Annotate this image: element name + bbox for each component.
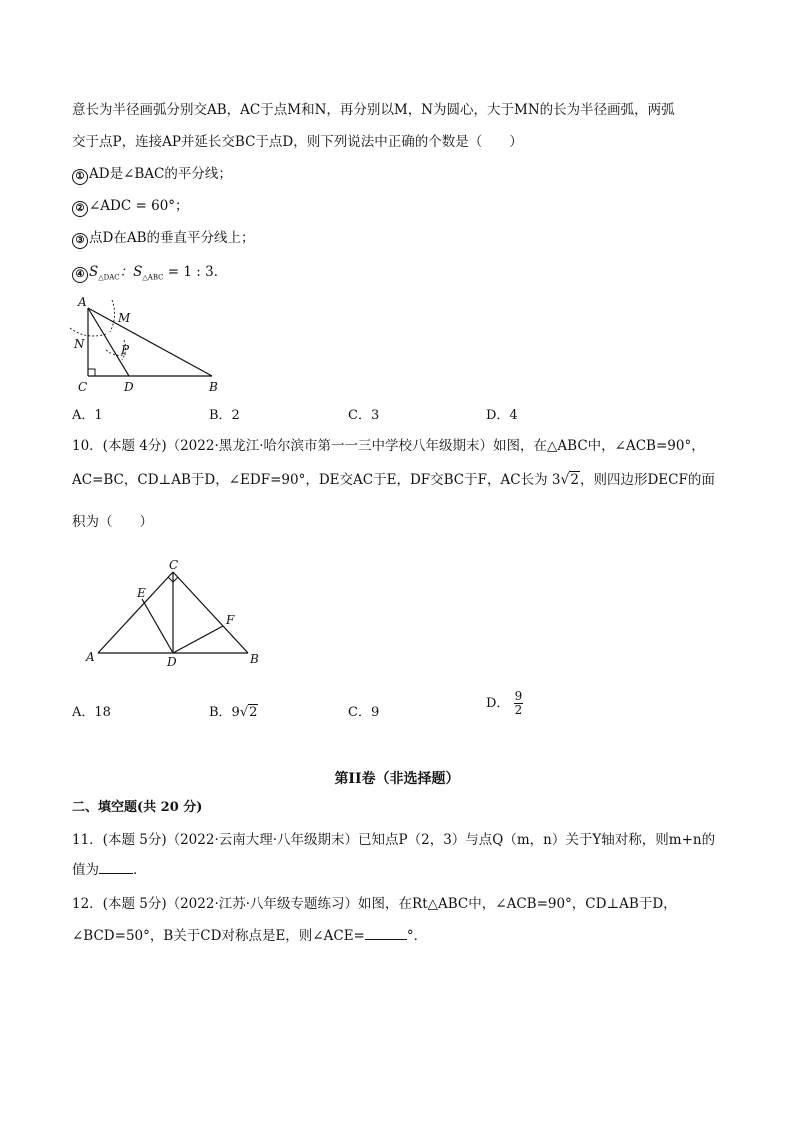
label-b: B [209, 380, 218, 394]
statement-3-text: 点D在AB的垂直平分线上； [89, 230, 255, 246]
label-m: M [118, 311, 131, 325]
statement-2-text: ∠ADC = 60°； [89, 198, 189, 214]
label-c: C [78, 380, 88, 394]
option-b-radicand: 2 [249, 705, 258, 720]
q9-figure [66, 292, 236, 396]
q11-line2-end: ． [133, 862, 147, 878]
fraction-numerator: 9 [514, 689, 523, 703]
label-a: A [86, 650, 95, 664]
label-f: F [226, 613, 235, 627]
label-b: B [250, 652, 259, 666]
area-ratio-text: = 1 : 3． [163, 264, 228, 280]
label-d: D [167, 655, 177, 669]
q9-statement-2 [72, 197, 189, 217]
q10-text-line-3: 积为（ ） [72, 514, 153, 530]
label-d: D [124, 380, 134, 394]
area-symbol-1: S [89, 264, 99, 280]
q9-option-a[interactable]: A．1 [72, 408, 103, 423]
side-bc [173, 572, 248, 653]
label-c: C [169, 558, 179, 572]
q9-statement-3 [72, 229, 255, 249]
segment-de [142, 599, 173, 653]
area-subscript-2: △ABC [142, 273, 164, 282]
q12-answer-blank[interactable] [365, 927, 407, 940]
area-subscript-1: △DAC [98, 273, 120, 282]
q11-text-line-2 [72, 861, 147, 879]
q10-option-d[interactable] [486, 690, 523, 717]
statement-1-text: AD是∠BAC的平分线； [89, 166, 232, 182]
q9-text-line-2: 交于点P，连接AP并延长交BC于点D，则下列说法中正确的个数是（ ） [72, 134, 523, 150]
q10-text-line-2: AC=BC，CD⊥AB于D，∠EDF=90°，DE交AC于E，DF交BC于F，AC长为 3√2，则四边形DECF的面 [72, 472, 715, 488]
q12-text-line-1: 12．(本题 5分)（2022·江苏·八年级专题练习）如图，在Rt△ABC中，∠ACB=90°，CD⊥AB于D， [72, 896, 677, 912]
label-p: P [121, 343, 130, 357]
section-title: 第II卷（非选择题） [334, 771, 460, 787]
circled-number-3: ③ [72, 233, 88, 249]
label-e: E [137, 586, 146, 600]
q9-option-b[interactable]: B．2 [209, 408, 240, 423]
fraction-denominator: 2 [514, 703, 523, 717]
q10-radicand: 2 [570, 472, 579, 488]
option-d-text: D． [486, 696, 510, 711]
area-symbol-2: ：S [119, 264, 143, 280]
q10-option-c[interactable]: C．9 [348, 705, 380, 720]
q10-text-line-1: 10．(本题 4分)（2022·黑龙江·哈尔滨市第一一三中学校八年级期末）如图，在△ABC中，∠ACB=90°， [72, 438, 705, 454]
segment-df [173, 626, 223, 653]
q11-answer-blank[interactable] [99, 861, 133, 874]
option-b-text: B．9 [209, 705, 240, 720]
q9-statement-4 [72, 263, 227, 287]
label-a: A [78, 295, 87, 309]
q11-line2-text: 值为 [72, 862, 99, 878]
q9-option-c[interactable]: C．3 [348, 408, 380, 423]
option-d-fraction [514, 690, 524, 717]
circled-number-1: ① [72, 169, 88, 185]
q10-option-a[interactable]: A．18 [72, 705, 111, 720]
q12-line2-end: °． [406, 928, 428, 944]
section-part-heading: 二、填空题(共 20 分) [72, 800, 203, 815]
q12-text-line-2 [72, 927, 427, 945]
right-angle-mark [88, 369, 95, 376]
q10-line2-part-a: AC=BC，CD⊥AB于D，∠EDF=90°，DE交AC于E，DF交BC于F，AC长为 3 [72, 472, 561, 488]
q12-line2-text: ∠BCD=50°，B关于CD对称点是E，则∠ACE= [72, 928, 365, 944]
label-n: N [74, 337, 85, 351]
q10-option-b[interactable]: B．9√2 [209, 705, 258, 720]
q10-figure [80, 558, 270, 670]
q10-line2-part-b: ，则四边形DECF的面 [579, 472, 715, 488]
circled-number-4: ④ [72, 267, 88, 283]
q9-statement-1 [72, 165, 232, 185]
q9-option-d[interactable]: D．4 [486, 408, 518, 423]
circled-number-2: ② [72, 201, 88, 217]
q11-text-line-1: 11．(本题 5分)（2022·云南大理·八年级期末）已知点P（2，3）与点Q（m，n）关于Y轴对称，则m+n的 [72, 832, 716, 848]
side-ac [98, 572, 173, 653]
arc-m [110, 300, 115, 332]
side-ab [88, 308, 212, 376]
q9-text-line-1: 意长为半径画弧分别交AB，AC于点M和N，再分别以M，N为圆心，大于MN的长为半径画弧，两弧 [72, 102, 675, 118]
